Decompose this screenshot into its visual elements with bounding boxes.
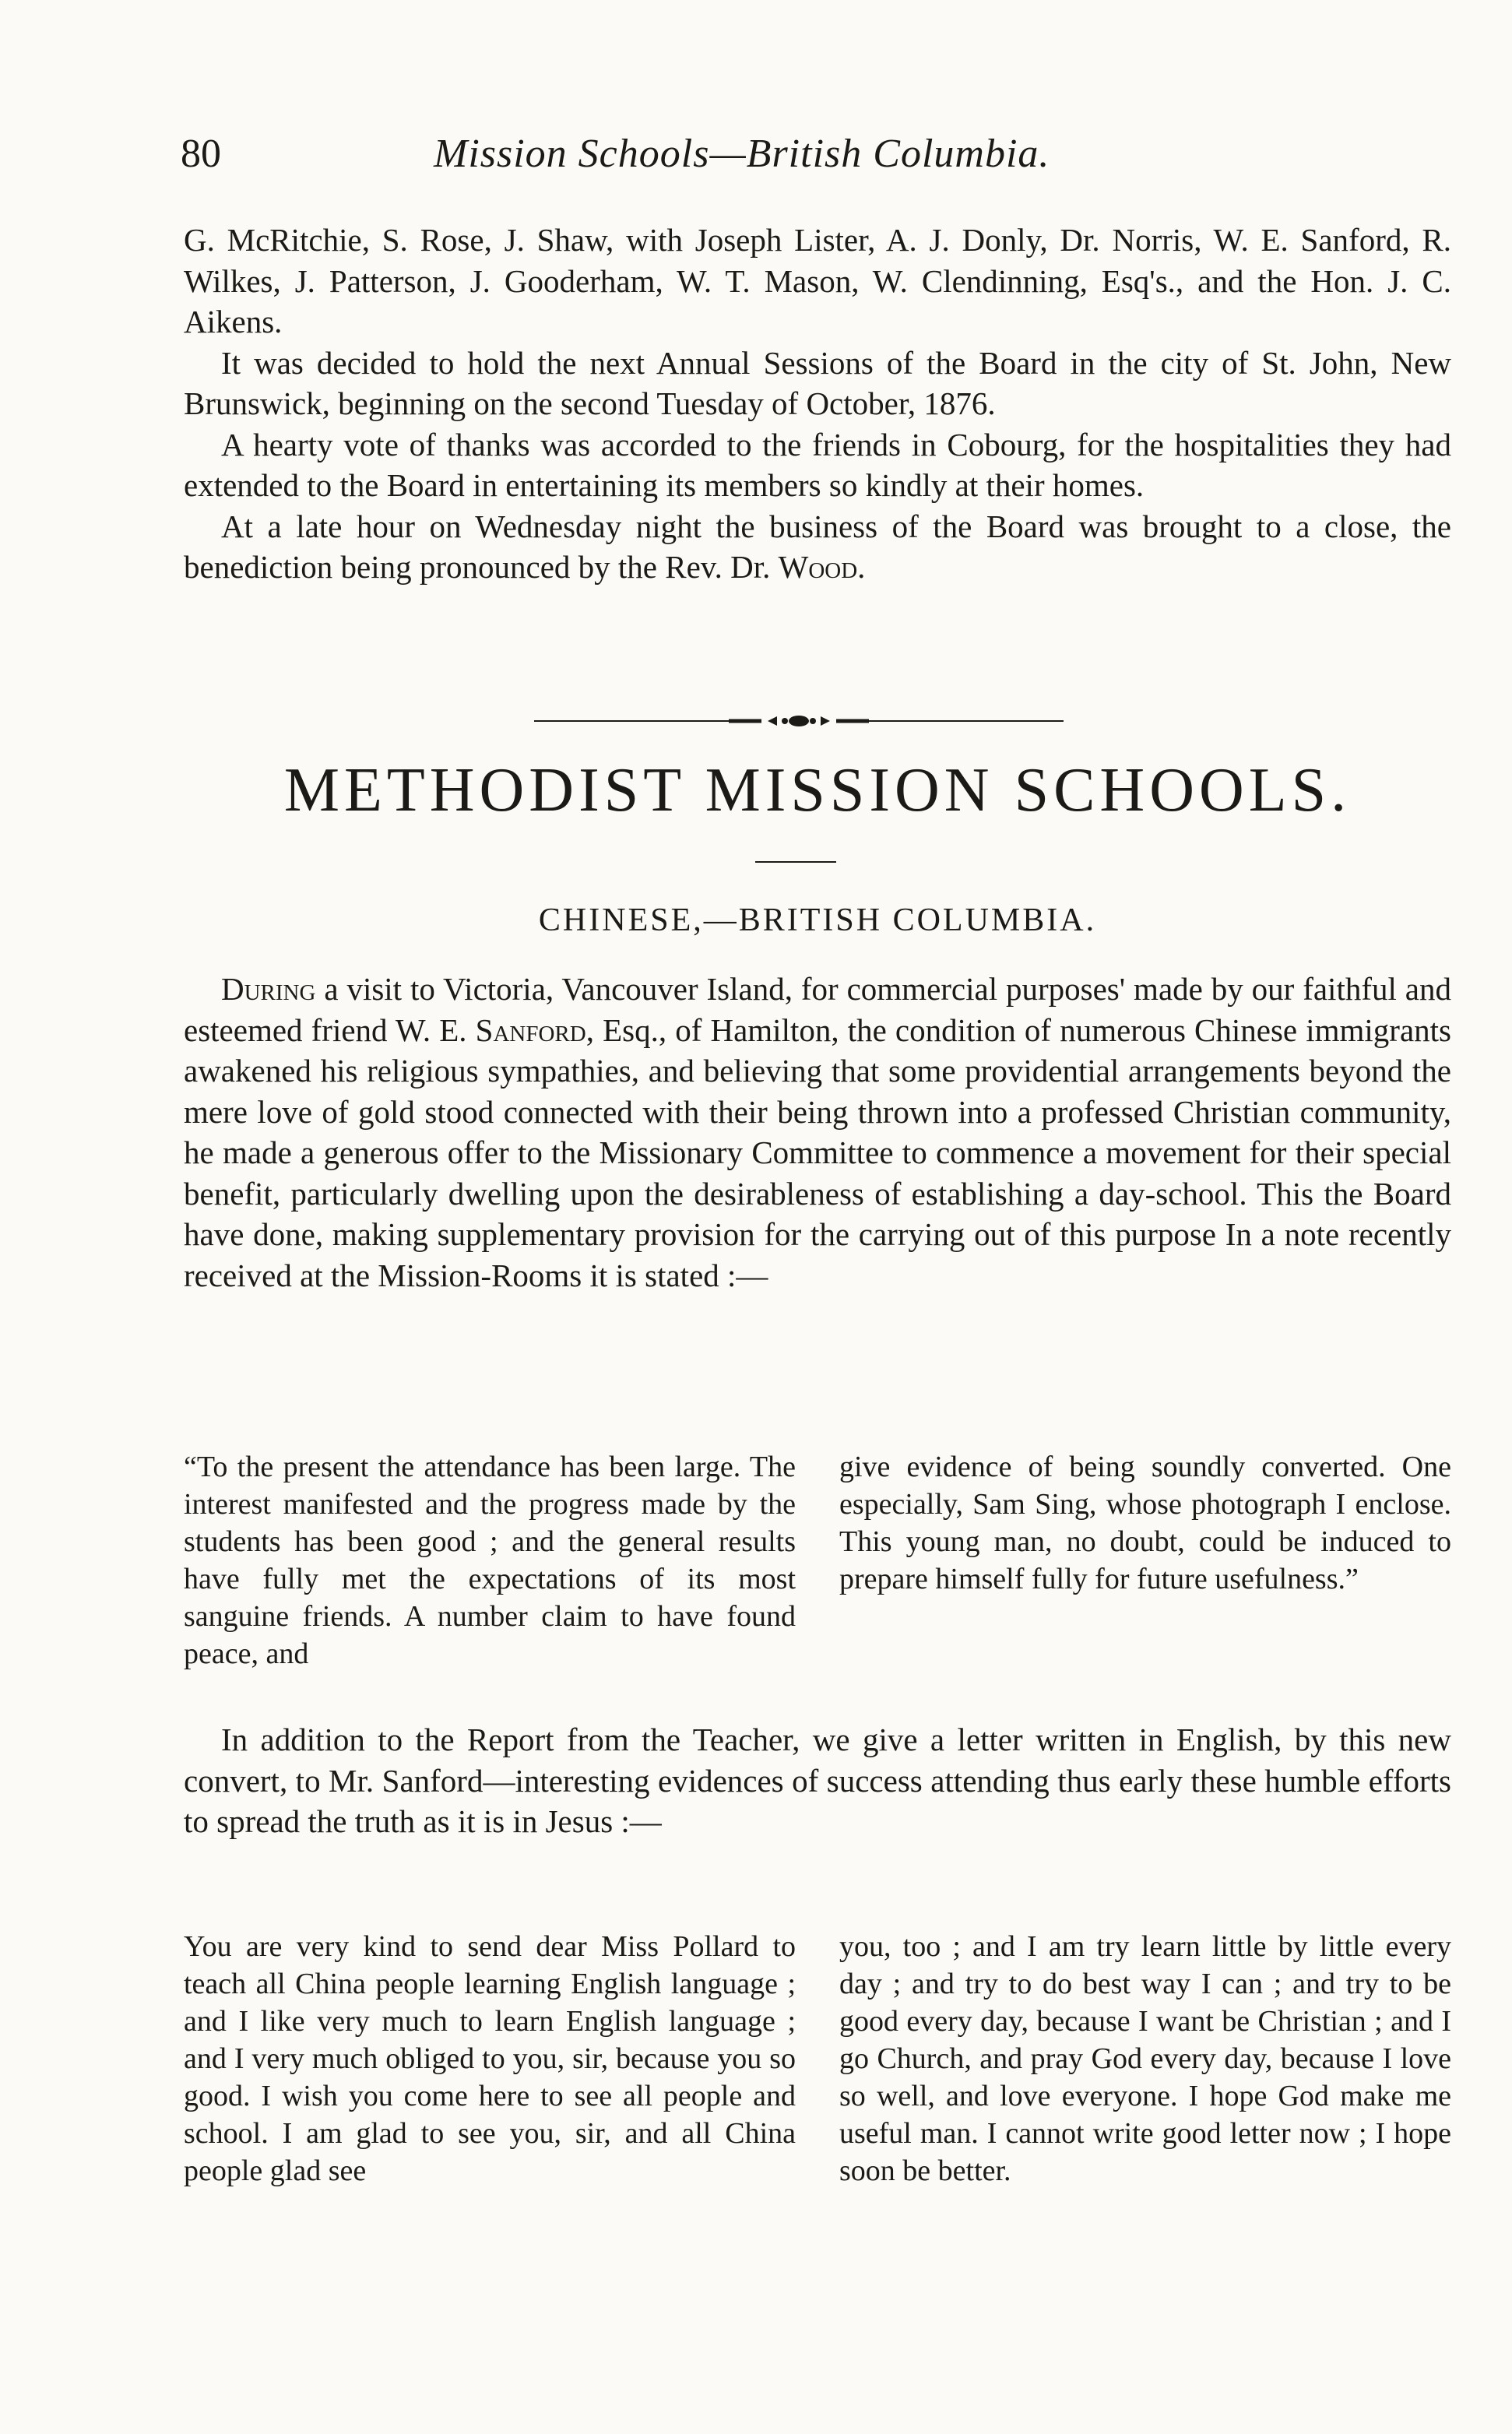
intro-section (184, 220, 1451, 588)
section-subtitle: CHINESE,—BRITISH COLUMBIA. (538, 902, 1097, 938)
addition-paragraph: In addition to the Report from the Teacher, we give a letter written in English, by this new convert, to Mr. Sanford—interesting evidences of success attending thus early these humble efforts to spread the truth as it is in Jesus :— (184, 1722, 1451, 1839)
letter-column-left: You are very kind to send dear Miss Pollard to teach all China people learning English language ; and I like very much to learn English language ; and I very much obliged to you, sir, because you so good. I wish you come here to see all people and school. I am glad to see you, sir, and all China people glad see (184, 1930, 796, 2187)
page-header (181, 131, 1451, 185)
closing-paragraph-text: At a late hour on Wednesday night the business of the Board was brought to a close, the benediction being pronounced by the Rev. Dr. (184, 508, 1451, 585)
quote-column-left: “To the present the attendance has been large. The interest manifested and the progress made by the students has been good ; and the general results have fully met the expectations of its most sanguine friends. A number claim to have found peace, and (184, 1451, 796, 1670)
thanks-paragraph: A hearty vote of thanks was accorded to the friends in Cobourg, for the hospitalities they had extended to the Board in entertaining its members so kindly at their homes. (184, 426, 1451, 503)
title-rule (755, 861, 836, 863)
quoted-note (184, 1448, 1451, 1672)
dropcap-word: During (221, 971, 316, 1007)
sanford-name: Sanford (475, 1011, 586, 1048)
addition-section (184, 1719, 1451, 1842)
main-paragraph (184, 969, 1451, 1296)
convert-letter (184, 1928, 1451, 2190)
quote-column-right: give evidence of being soundly converted. One especially, Sam Sing, whose photograph I enclose. This young man, no doubt, could be induced to prepare himself fully for future usefulness.” (839, 1451, 1451, 1595)
next-session-paragraph: It was decided to hold the next Annual Sessions of the Board in the city of St. John, New Brunswick, beginning on the second Tuesday of October, 1876. (184, 344, 1451, 421)
page-number: 80 (181, 132, 221, 176)
officiant-name: Wood. (778, 549, 866, 585)
names-paragraph: G. McRitchie, S. Rose, J. Shaw, with Joseph Lister, A. J. Donly, Dr. Norris, W. E. Sanford, R. Wilkes, J. Patterson, J. Gooderham, W. T. Mason, W. Clendinning, Esq's., and the Hon. J. C. Aikens. (184, 222, 1451, 339)
closing-paragraph (184, 506, 1451, 588)
section-title: METHODIST MISSION SCHOOLS. (283, 756, 1352, 825)
main-text-part-1: a visit to Victoria, Vancouver Island, for commercial purposes' made by our faithful and esteemed friend W. E. (184, 971, 1451, 1048)
letter-column-right: you, too ; and I am try learn little by little every day ; and try to do best way I can ; and try to be good every day, because I want be Christian ; and I go Church, and pray God every day, because I love so well, and love everyone. I hope God make me useful man. I cannot write good letter now ; I hope soon be better. (839, 1930, 1451, 2187)
main-text-part-2: , Esq., of Hamilton, the condition of numerous Chinese immigrants awakened his religious sympathies, and believing that some providential arrangements beyond the mere love of gold stood connected with their being thrown into a professed Christian community, he made a generous offer to the Missionary Committee to commence a movement for their special benefit, particularly dwelling upon the desirableness of establishing a day-school. This the Board have done, making supplementary provision for the carrying out of this purpose In a note recently received at the Mission-Rooms it is stated :— (184, 1011, 1451, 1293)
running-title: Mission Schools—British Columbia. (434, 132, 1050, 176)
section-divider-ornament (534, 713, 1064, 729)
